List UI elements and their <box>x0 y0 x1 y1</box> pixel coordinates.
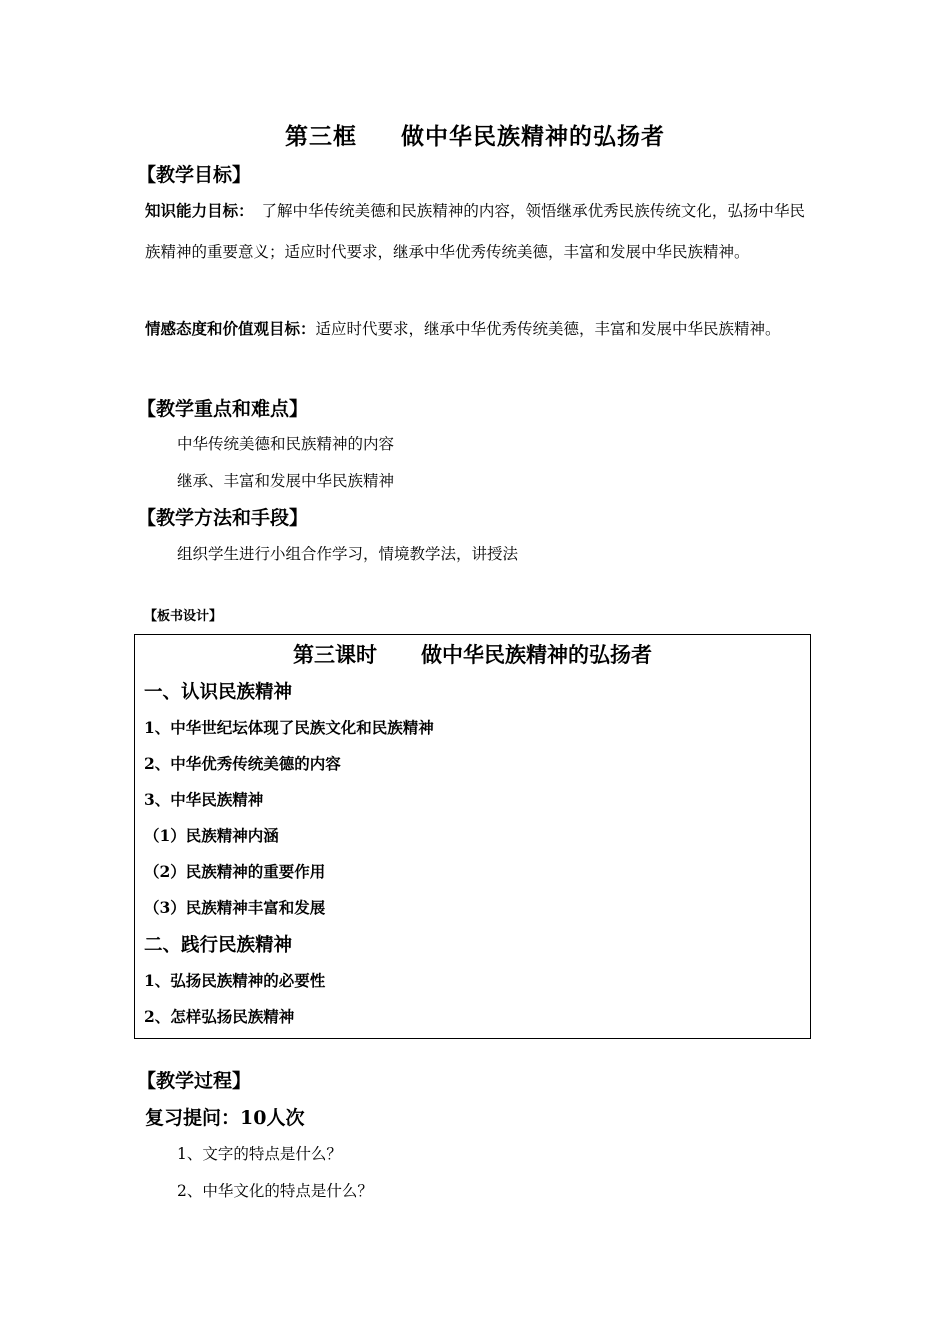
methods-heading: 【教学方法和手段】 <box>137 507 309 529</box>
methods-text: 组织学生进行小组合作学习，情境教学法，讲授法 <box>177 545 519 563</box>
emotion-objective <box>145 308 805 350</box>
board-section-heading: 一、认识民族精神 <box>144 682 293 703</box>
board-line: 3、中华民族精神 <box>144 790 264 809</box>
emotion-text: 适应时代要求，继承中华优秀传统美德，丰富和发展中华民族精神。 <box>315 320 781 338</box>
title-part2: 做中华民族精神的弘扬者 <box>401 123 665 150</box>
board-line: 2、怎样弘扬民族精神 <box>144 1007 295 1026</box>
emotion-label: 情感态度和价值观目标： <box>145 319 316 338</box>
board-title-part1: 第三课时 <box>293 642 377 667</box>
board-line: （3）民族精神丰富和发展 <box>144 898 326 917</box>
review-heading: 复习提问：10人次 <box>145 1107 305 1129</box>
keypoints-heading: 【教学重点和难点】 <box>137 398 309 420</box>
board-line: 1、中华世纪坛体现了民族文化和民族精神 <box>144 718 434 737</box>
keypoint-item: 继承、丰富和发展中华民族精神 <box>177 472 395 490</box>
board-section-heading: 二、践行民族精神 <box>144 935 293 956</box>
board-heading: 【板书设计】 <box>144 609 223 624</box>
board-title-part2: 做中华民族精神的弘扬者 <box>421 642 652 667</box>
keypoint-item: 中华传统美德和民族精神的内容 <box>177 435 395 453</box>
knowledge-objective <box>145 190 805 273</box>
process-heading: 【教学过程】 <box>137 1070 252 1092</box>
title-part1: 第三框 <box>285 123 357 150</box>
board-line: （2）民族精神的重要作用 <box>144 862 326 881</box>
objectives-heading: 【教学目标】 <box>137 164 252 186</box>
knowledge-text: 了解中华传统美德和民族精神的内容，领悟继承优秀民族传统文化，弘扬中华民族精神的重要意义；适应时代要求，继承中华优秀传统美德，丰富和发展中华民族精神。 <box>145 202 805 261</box>
page-title <box>0 118 950 151</box>
review-question: 1、文字的特点是什么？ <box>177 1145 342 1163</box>
board-line: 2、中华优秀传统美德的内容 <box>144 754 341 773</box>
board-title <box>135 639 810 669</box>
knowledge-label: 知识能力目标： <box>145 201 246 220</box>
review-question: 2、中华文化的特点是什么？ <box>177 1182 373 1200</box>
board-design-box <box>134 634 811 1039</box>
board-line: 1、弘扬民族精神的必要性 <box>144 971 326 990</box>
board-line: （1）民族精神内涵 <box>144 826 279 845</box>
